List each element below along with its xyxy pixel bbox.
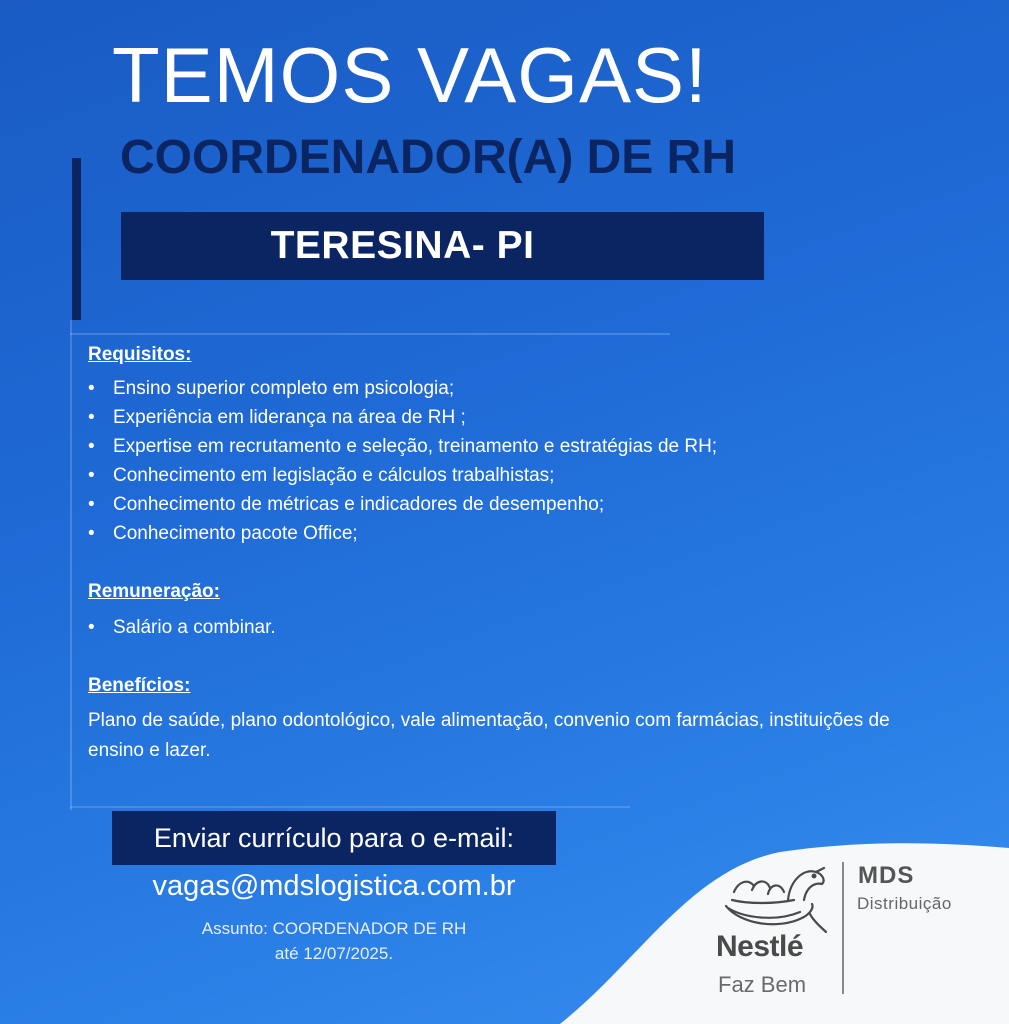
- list-item: • Experiência em liderança na área de RH ;: [88, 403, 717, 432]
- list-item: • Conhecimento de métricas e indicadores de desempenho;: [88, 490, 717, 519]
- list-item: • Expertise em recrutamento e seleção, treinamento e estratégias de RH;: [88, 432, 717, 461]
- job-title: COORDENADOR(A) DE RH: [120, 131, 736, 184]
- headline: TEMOS VAGAS!: [112, 31, 708, 119]
- mds-subtitle: Distribuição: [857, 894, 952, 913]
- mds-logo-text: MDS: [858, 862, 915, 889]
- requirements-title: Requisitos:: [88, 344, 192, 365]
- list-item: • Ensino superior completo em psicologia;: [88, 374, 717, 403]
- list-item: • Conhecimento pacote Office;: [88, 519, 717, 548]
- nestle-logo-text: Nestlé: [716, 930, 804, 963]
- list-item: • Conhecimento em legislação e cálculos trabalhistas;: [88, 461, 717, 490]
- cta-label: Enviar currículo para o e-mail:: [153, 822, 515, 853]
- benefits-title: Benefícios:: [88, 675, 191, 696]
- list-item: • Salário a combinar.: [88, 613, 276, 642]
- benefits-text: Plano de saúde, plano odontológico, vale alimentação, convenio com farmácias, instituições de ensino e lazer.: [88, 710, 890, 761]
- brand-logos: [700, 850, 1009, 1024]
- compensation-title: Remuneração:: [88, 581, 220, 602]
- logo-divider: [842, 862, 844, 994]
- nestle-tagline: Faz Bem: [718, 972, 807, 997]
- subject-line: Assunto: COORDENADOR DE RH: [201, 919, 467, 938]
- nestle-nest-icon: [718, 860, 828, 934]
- deadline-line: até 12/07/2025.: [274, 944, 394, 963]
- email-link[interactable]: vagas@mdslogistica.com.br: [152, 870, 516, 902]
- location-text: TERESINA- PI: [270, 224, 535, 267]
